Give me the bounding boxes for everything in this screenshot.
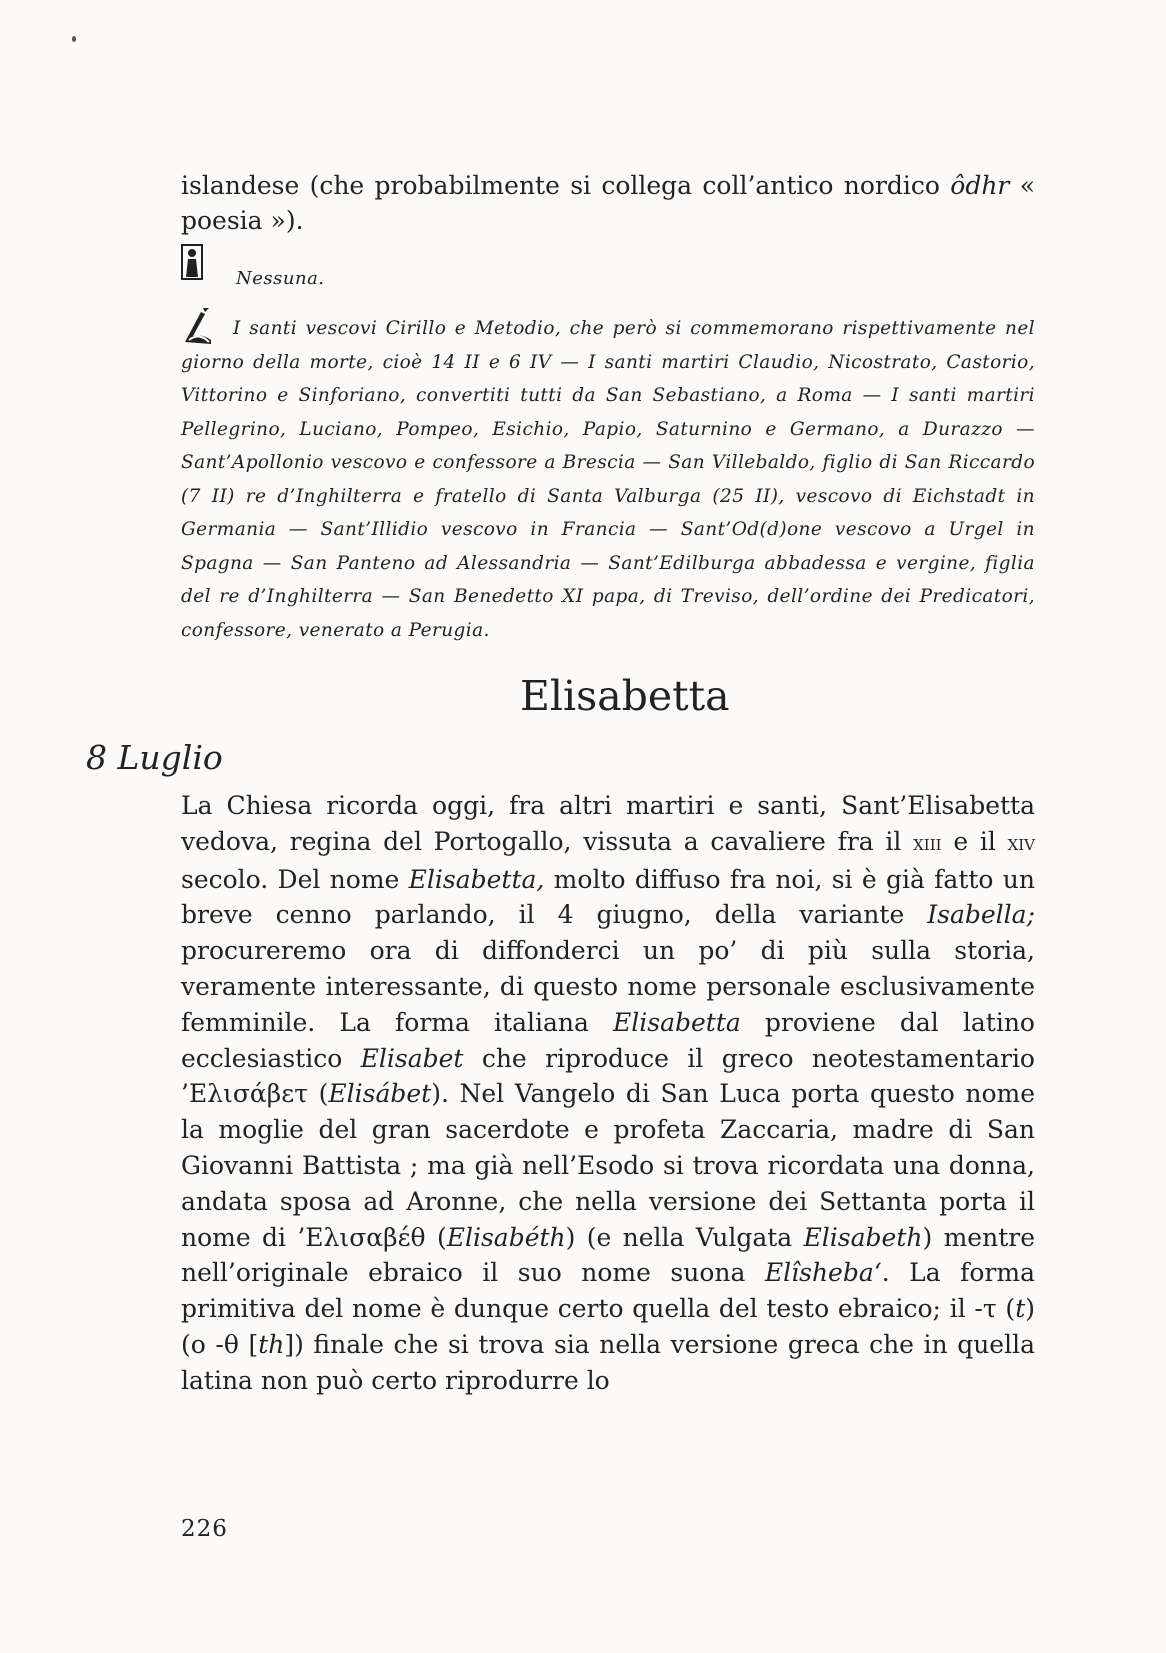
saints-list: I santi vescovi Cirillo e Metodio, che però si commemorano rispettivamente nel giorno della morte, cioè 14 II e 6 IV — I santi martiri Claudio, Nicostrato, Castorio, Vittorino e Sinforiano, convertiti tutti da San Sebastiano, a Roma — I santi martiri Pellegrino, Luciano, Pompeo, Esichio, Papio, Saturnino e Germano, a Durazzo — Sant’Apollonio vescovo e confessore a Brescia — San Villebaldo, figlio di San Riccardo (7 II) re d’Inghilterra e fratello di Santa Valburga (25 II), vescovo di Eichstadt in Germania — Sant’Illidio vescovo in Francia — Sant’Od(d)one vescovo a Urgel in Spagna — San Panteno ad Alessandria — Sant’Edilburga abbadessa e vergine, figlia del re d’Inghilterra — San Benedetto XI papa, di Treviso, dell’ordine dei Predicatori, confessore, venerato a Perugia. <box>181 318 1035 641</box>
ink-speck <box>72 36 76 42</box>
page-number: 226 <box>181 1516 228 1542</box>
entry-date: 8 Luglio <box>86 738 223 777</box>
entry-body: La Chiesa ricorda oggi, fra altri martiri e santi, Sant’Elisabetta vedova, regina del Portogallo, vissuta a cavaliere fra il xiii e il xiv secolo. Del nome Elisabetta, molto diffuso fra noi, si è già fatto un breve cenno parlando, il 4 giugno, della variante Isabella; procureremo ora di diffonderci un po’ di più sulla storia, veramente interessante, di questo nome personale esclusivamente femminile. La forma italiana Elisabetta proviene dal latino ecclesiastico Elisabet che riproduce il greco neotestamentario ’Ελισάβετ (Elisábet). Nel Vangelo di San Luca porta questo nome la moglie del gran sacerdote e profeta Zaccaria, madre di San Giovanni Battista ; ma già nell’Esodo si trova ricordata una donna, andata sposa ad Aronne, che nella versione dei Settanta porta il nome di ’Ελισαβέθ (Elisabéth) (e nella Vulgata Elisabeth) mentre nell’originale ebraico il suo nome suona Elîsheba‘. La forma primitiva del nome è dunque certo quella del testo ebraico; il -τ (t) (o -θ [th]) finale che si trova sia nella versione greca che in quella latina non può certo riprodurre lo <box>181 791 1035 1395</box>
intro-paragraph: islandese (che probabilmente si collega coll’antico nordico ôdhr « poesia »). <box>181 171 1035 235</box>
entry-title: Elisabetta <box>520 672 730 720</box>
patron-saint-icon <box>181 244 203 280</box>
patron-none: Nessuna. <box>236 268 325 289</box>
